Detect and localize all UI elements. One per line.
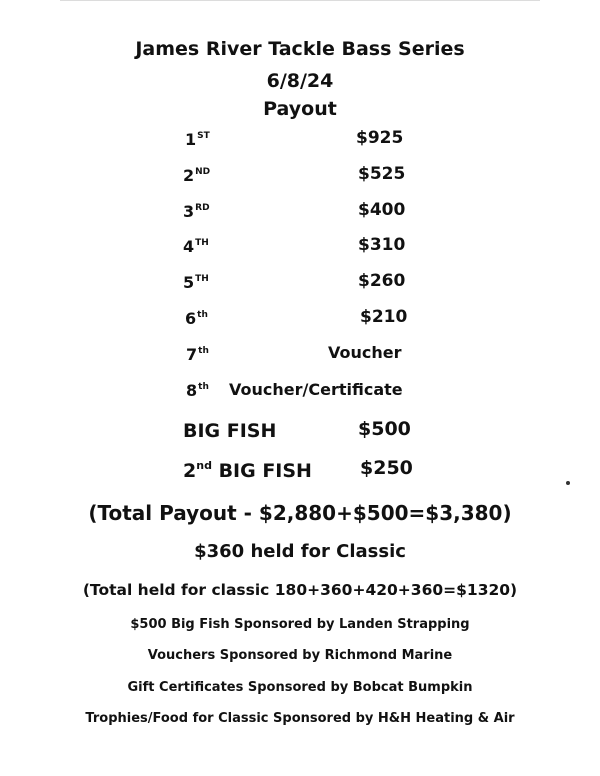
second-big-fish-amount: $250 [360, 457, 413, 479]
amount-4: $310 [358, 235, 406, 255]
sponsor-line: Gift Certificates Sponsored by Bobcat Bumpkin [127, 680, 473, 695]
second-big-fish-label: 2nd BIG FISH [183, 459, 312, 482]
amount-1: $925 [356, 128, 404, 148]
big-fish-amount: $500 [358, 418, 411, 440]
place-3: 3RD [183, 202, 210, 221]
total-held-for-classic: (Total held for classic 180+360+420+360=$1320) [82, 581, 518, 599]
event-date: 6/8/24 [266, 70, 334, 92]
amount-3: $400 [358, 200, 406, 220]
sponsor-line: Vouchers Sponsored by Richmond Marine [147, 648, 453, 663]
big-fish-label: BIG FISH [183, 420, 277, 442]
place-2: 2ND [183, 166, 211, 185]
place-1: 1ST [185, 130, 210, 149]
scan-speck [566, 481, 570, 485]
document-title: James River Tackle Bass Series [135, 38, 465, 60]
amount-5: $260 [358, 271, 406, 291]
payout-heading: Payout [263, 98, 337, 120]
place-6: 6th [185, 309, 208, 328]
amount-6: $210 [360, 307, 408, 327]
amount-8: Voucher/Certificate [229, 380, 403, 399]
place-5: 5TH [183, 273, 209, 292]
amount-7: Voucher [328, 343, 402, 362]
place-8: 8th [186, 381, 209, 400]
amount-2: $525 [358, 164, 406, 184]
scan-edge-line [60, 0, 540, 1]
place-7: 7th [186, 345, 209, 364]
total-payout: (Total Payout - $2,880+$500=$3,380) [88, 501, 512, 525]
held-for-classic: $360 held for Classic [194, 541, 406, 562]
sponsor-line: Trophies/Food for Classic Sponsored by H&H Heating & Air [85, 711, 515, 726]
sponsor-line: $500 Big Fish Sponsored by Landen Strapping [130, 617, 470, 632]
place-4: 4TH [183, 237, 209, 256]
